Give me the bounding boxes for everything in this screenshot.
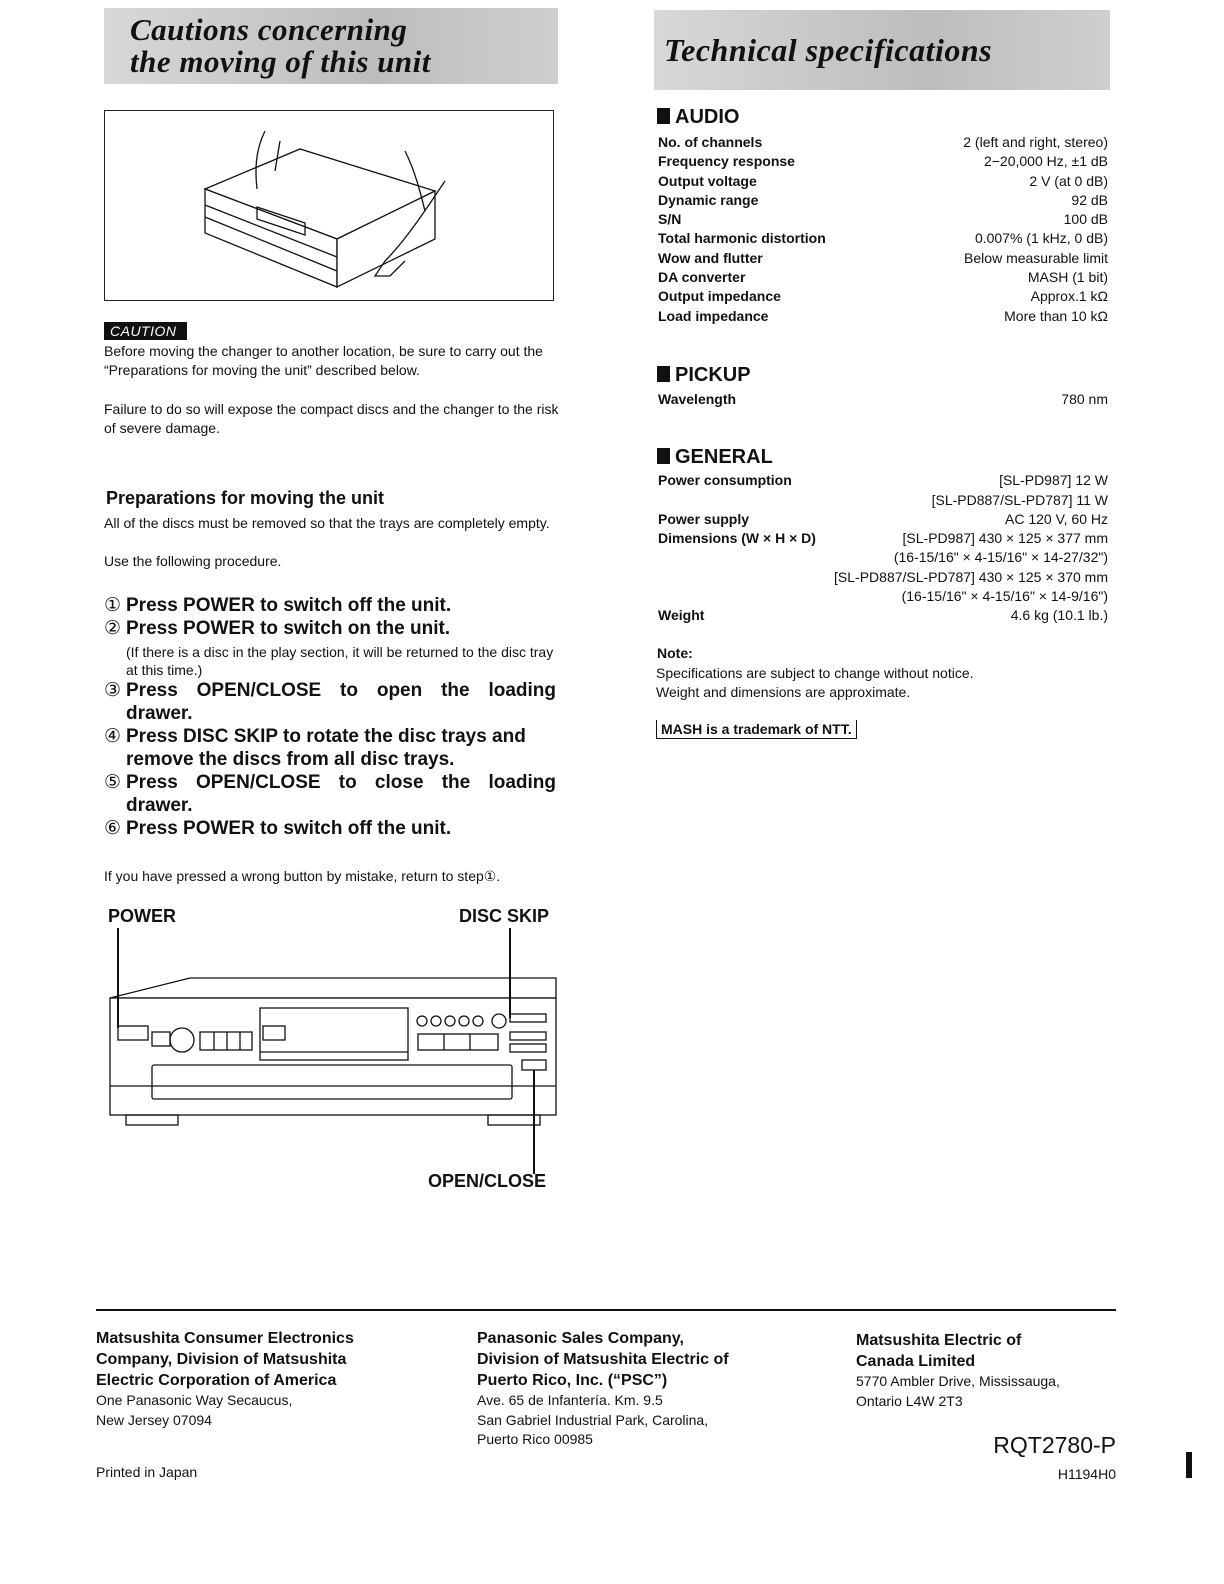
dimensions-value-4: (16-15/16" × 4-15/16" × 14-9/16") — [901, 588, 1108, 604]
spec-value: Below measurable limit — [964, 249, 1108, 266]
spec-row — [658, 268, 1108, 287]
step-6-text: Press POWER to switch off the unit. — [126, 818, 452, 839]
audio-spec-list — [658, 133, 1108, 326]
carry-unit-drawing — [105, 111, 552, 299]
caution-badge: CAUTION — [104, 322, 187, 340]
power-supply-key: Power supply — [658, 511, 750, 527]
spec-key: Output impedance — [658, 288, 781, 305]
spec-key: Wow and flutter — [658, 249, 763, 266]
spec-value: 780 nm — [1061, 391, 1108, 407]
step-1 — [104, 594, 560, 617]
spec-row — [658, 249, 1108, 268]
footer-col-canada — [856, 1330, 1116, 1411]
caution-text-2: Failure to do so will expose the compact discs and the changer to the risk of severe damage. — [104, 401, 559, 436]
dimensions-value-3: [SL-PD887/SL-PD787] 430 × 125 × 370 mm — [834, 569, 1108, 585]
step-5-text: Press OPEN/CLOSE to close the loading — [126, 772, 556, 793]
footer-pr-b1: Panasonic Sales Company, — [477, 1330, 684, 1347]
footer-usa-l2: New Jersey 07094 — [96, 1411, 212, 1428]
step-1-text: Press POWER to switch off the unit. — [126, 595, 452, 616]
spec-value: More than 10 kΩ — [1004, 307, 1108, 324]
spec-key: S/N — [658, 211, 682, 228]
dimensions-key: Dimensions (W × H × D) — [658, 530, 816, 546]
spec-row — [658, 172, 1108, 191]
trademark-box: MASH is a trademark of NTT. — [656, 720, 857, 739]
footer-ca-l2: Ontario L4W 2T3 — [856, 1392, 963, 1409]
note-line-2: Weight and dimensions are approximate. — [656, 684, 911, 700]
power-consumption-value-2: [SL-PD887/SL-PD787] 11 W — [931, 492, 1108, 508]
audio-heading-text: AUDIO — [675, 106, 740, 128]
carry-illustration — [104, 110, 554, 301]
footer-ca-l1: 5770 Ambler Drive, Mississauga, — [856, 1373, 1060, 1389]
step-3-text: Press OPEN/CLOSE to open the loading — [126, 680, 556, 701]
prep-heading: Preparations for moving the unit — [106, 488, 385, 508]
footer-usa-l1: One Panasonic Way Secaucus, — [96, 1392, 293, 1408]
footer-pr-l2: San Gabriel Industrial Park, Carolina, — [477, 1411, 709, 1428]
step-3-num: ③ — [104, 680, 122, 701]
footer-usa-b2: Company, Division of Matsushita — [96, 1351, 347, 1368]
prep-text-2: Use the following procedure. — [104, 553, 282, 569]
power-consumption-value-1: [SL-PD987] 12 W — [999, 472, 1108, 488]
spec-key: Frequency response — [658, 153, 795, 170]
footer-rule — [96, 1309, 1116, 1311]
footer-ca-b1: Matsushita Electric of — [856, 1332, 1022, 1349]
spec-key: Load impedance — [658, 307, 769, 324]
footer-pr-b3: Puerto Rico, Inc. (“PSC”) — [477, 1372, 668, 1389]
pickup-bullet — [657, 366, 670, 382]
step-5 — [104, 771, 556, 817]
step-5-text-2: drawer. — [126, 795, 193, 816]
step-4-text-2: remove the discs from all disc trays. — [126, 749, 455, 770]
pickup-heading — [657, 364, 751, 387]
footer-usa-b1: Matsushita Consumer Electronics — [96, 1330, 354, 1347]
footer-pr-b2: Division of Matsushita Electric of — [477, 1351, 729, 1368]
step-2 — [104, 617, 560, 640]
spec-row — [658, 191, 1108, 210]
dimensions-value-2: (16-15/16" × 4-15/16" × 14-27/32") — [893, 549, 1108, 565]
spec-key: Total harmonic distortion — [658, 230, 826, 247]
step-4-text: Press DISC SKIP to rotate the disc trays and — [126, 726, 526, 747]
front-panel-diagram — [100, 928, 564, 1174]
spec-row — [658, 210, 1108, 229]
step-5-num: ⑤ — [104, 772, 122, 793]
footer-pr-l1: Ave. 65 de Infantería. Km. 9.5 — [477, 1392, 663, 1408]
document-subcode: H1194H0 — [1057, 1466, 1116, 1482]
edge-mark — [1186, 1452, 1192, 1478]
spec-value: Approx.1 kΩ — [1030, 288, 1108, 305]
note-line-1: Specifications are subject to change without notice. — [656, 665, 974, 681]
left-banner — [104, 8, 558, 84]
weight-key: Weight — [658, 607, 705, 623]
spec-row — [658, 229, 1108, 248]
step-1-num: ① — [104, 595, 122, 616]
left-banner-line1: Cautions concerning — [130, 12, 408, 47]
caution-text-1: Before moving the changer to another location, be sure to carry out the “Preparations for moving the unit” described below. — [104, 343, 543, 378]
spec-key: No. of channels — [658, 134, 763, 150]
spec-key: DA converter — [658, 269, 746, 286]
mistake-note: If you have pressed a wrong button by mistake, return to step①. — [104, 868, 501, 884]
step-4 — [104, 725, 564, 771]
spec-value: 2 (left and right, stereo) — [963, 134, 1108, 150]
step-4-num: ④ — [104, 726, 122, 747]
general-heading-text: GENERAL — [675, 446, 773, 468]
footer-ca-b2: Canada Limited — [856, 1353, 976, 1370]
right-banner: Technical specifications — [654, 10, 1110, 90]
power-label: POWER — [108, 906, 177, 926]
footer-usa-b3: Electric Corporation of America — [96, 1372, 337, 1389]
spec-value: 0.007% (1 kHz, 0 dB) — [974, 230, 1108, 247]
step-2-text: Press POWER to switch on the unit. — [126, 618, 451, 639]
audio-heading — [657, 106, 739, 129]
spec-row — [658, 307, 1108, 326]
note-heading: Note: — [657, 645, 693, 661]
printed-in: Printed in Japan — [96, 1464, 198, 1480]
spec-value: 92 dB — [1071, 191, 1108, 208]
spec-key: Wavelength — [658, 391, 737, 407]
spec-value: MASH (1 bit) — [1027, 269, 1108, 286]
spec-value: 2−20,000 Hz, ±1 dB — [983, 153, 1108, 170]
footer-col-usa — [96, 1328, 436, 1430]
dimensions-value-1: [SL-PD987] 430 × 125 × 377 mm — [902, 530, 1108, 546]
spec-key: Output voltage — [658, 172, 757, 189]
left-banner-line2: the moving of this unit — [130, 44, 431, 79]
footer-pr-l3: Puerto Rico 00985 — [477, 1431, 593, 1447]
power-consumption-key: Power consumption — [658, 472, 792, 488]
spec-value: 100 dB — [1063, 211, 1108, 228]
disc-skip-label: DISC SKIP — [459, 906, 550, 926]
spec-row — [658, 133, 1108, 152]
open-close-label: OPEN/CLOSE — [428, 1171, 547, 1191]
document-code: RQT2780-P — [993, 1432, 1116, 1458]
spec-row — [658, 152, 1108, 171]
step-6-num: ⑥ — [104, 818, 122, 839]
pickup-row — [658, 390, 1108, 409]
power-supply-value: AC 120 V, 60 Hz — [1005, 511, 1108, 527]
general-heading — [657, 446, 773, 469]
step-3-text-2: drawer. — [126, 703, 193, 724]
spec-row — [658, 287, 1108, 306]
step-2-num: ② — [104, 618, 122, 639]
weight-value: 4.6 kg (10.1 lb.) — [1010, 607, 1108, 623]
spec-value: 2 V (at 0 dB) — [1029, 172, 1108, 189]
step-2-note: (If there is a disc in the play section, it will be returned to the disc tray at this time.) — [126, 644, 554, 678]
general-bullet — [657, 448, 670, 464]
spec-key: Dynamic range — [658, 191, 759, 208]
footer-col-pr — [477, 1328, 817, 1450]
audio-bullet — [657, 108, 670, 124]
prep-text: All of the discs must be removed so that the trays are completely empty. — [104, 515, 550, 531]
step-6 — [104, 817, 560, 840]
pickup-heading-text: PICKUP — [675, 364, 751, 386]
step-3 — [104, 679, 556, 725]
